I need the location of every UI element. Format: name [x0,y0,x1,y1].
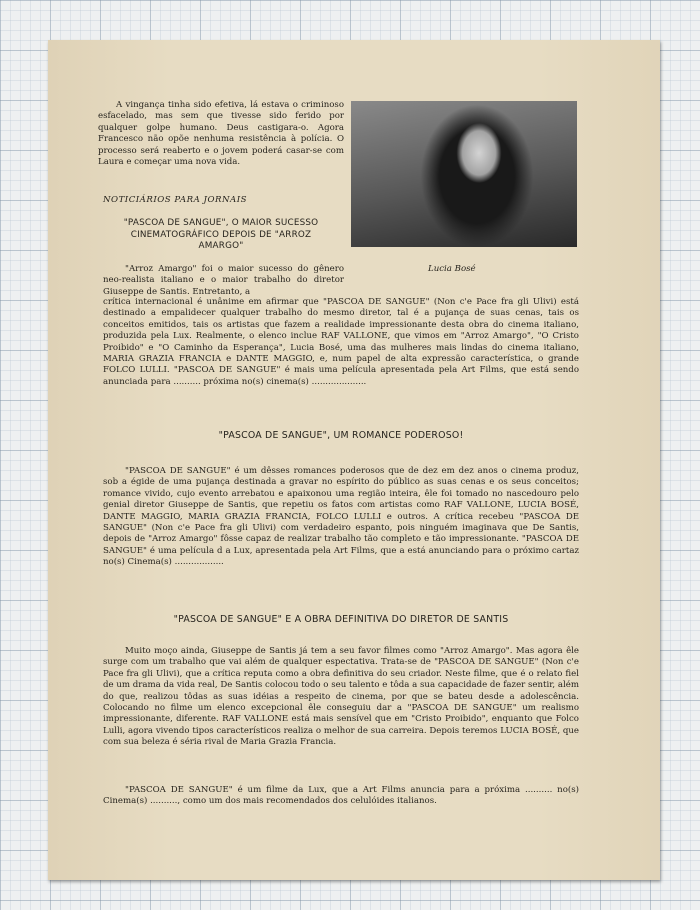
section-label: NOTICIÁRIOS PARA JORNAIS [103,195,247,205]
headline-3: "PASCOA DE SANGUE" E A OBRA DEFINITIVA DO DIRETOR DE SANTIS [173,614,509,625]
paragraph-4: "PASCOA DE SANGUE" é um filme da Lux, que a Art Films anuncia para a próxima .......... no(s) Cinema(s) .........., como um dos mais recomendados dos celulóides italianos. [103,785,579,807]
photo-caption: Lucia Bosé [428,264,476,274]
headline-1: "PASCOA DE SANGUE", O MAIOR SUCESSO CINEMATOGRÁFICO DEPOIS DE "ARROZ AMARGO" [123,218,319,251]
document-page [48,40,660,880]
paragraph-3: Muito moço ainda, Giuseppe de Santis já tem a seu favor filmes como "Arroz Amargo". Mas agora êle surge com um trabalho que vai além de qualquer espectativa. Trata-se de "PASCOA DE SANGUE" (Non c'e Pace fra gli Ulivi), que a crítica reputa como a obra definitiva do seu criador. Neste filme, que é o relato fiel de um drama da vida real, De Santis colocou todo o seu talento e tôda a sua capacidade de fazer sentir, além do que, realizou tôdas as suas idéias a respeito de cinema, por que se bateu desde a adolescência. Colocando no filme um elenco excepcional êle conseguiu dar a "PASCOA DE SANGUE" um realismo impressionante, diferente. RAF VALLONE está mais sensível que em "Cristo Proibido", enquanto que Folco Lulli, agora vivendo tipos característicos realiza o melhor de sua carreira. Depois teremos LUCIA BOSÉ, que com sua beleza é séria rival de Maria Grazia Francia. [103,646,579,748]
paragraph-1-start: "Arroz Amargo" foi o maior sucesso do gênero neo-realista italiano e o maior trabalho do diretor Giuseppe de Santis. Entretanto, a [103,264,344,297]
paragraph-2: "PASCOA DE SANGUE" é um dêsses romances poderosos que de dez em dez anos o cinema produz, sob a égide de uma pujança destinada a gravar no espírito do público as suas cenas e os seus conceitos; romance vivido, cujo evento arrebatou e apaixonou uma região inteira, êle foi tomado no nascedouro pelo genial diretor Giuseppe de Santis, que repetiu os fatos com artistas como RAF VALLONE, LUCIA BOSÉ, DANTE MAGGIO, MARIA GRAZIA FRANCIA, FOLCO LULLI e outros. A crítica recebeu "PASCOA DE SANGUE" (Non c'e Pace fra gli Ulivi) com verdadeiro espanto, pois ninguém imaginava que De Santis, depois de "Arroz Amargo" fôsse capaz de realizar trabalho tão completo e tão impressionante. "PASCOA DE SANGUE" é uma película d a Lux, apresentada pela Art Films, que a está anunciando para o próximo cartaz no(s) Cinema(s) .................. [103,466,579,568]
intro-paragraph: A vingança tinha sido efetiva, lá estava o criminoso esfacelado, mas sem que tivesse sido ferido por qualquer golpe humano. Deus castigara-o. Agora Francesco não opõe nenhuma resistência à polícia. O processo será reaberto e o jovem poderá casar-se com Laura e começar uma nova vida. [98,100,344,168]
paragraph-1-continued: crítica internacional é unânime em afirmar que "PASCOA DE SANGUE" (Non c'e Pace fra gli Ulivi) está destinado a empalidecer qualquer trabalho do mesmo diretor, tal é a pujança de suas cenas, tais os conceitos emitidos, tais os artistas que fazem a realidade impressionante desta obra do cinema italiano, produzida pela Lux. Realmente, o elenco inclue RAF VALLONE, que vimos em "Arroz Amargo", "O Cristo Proibido" e "O Caminho da Esperança", Lucia Bosé, uma das mulheres mais lindas do cinema italiano, MARIA GRAZIA FRANCIA e DANTE MAGGIO, e, num papel de alta expressão característica, o grande FOLCO LULLI. "PASCOA DE SANGUE" é mais uma película apresentada pela Art Films, que está sendo anunciada para .......... próxima no(s) cinema(s) .................... [103,297,579,387]
headline-2: "PASCOA DE SANGUE", UM ROMANCE PODEROSO! [218,430,464,441]
actress-photo [351,101,577,247]
